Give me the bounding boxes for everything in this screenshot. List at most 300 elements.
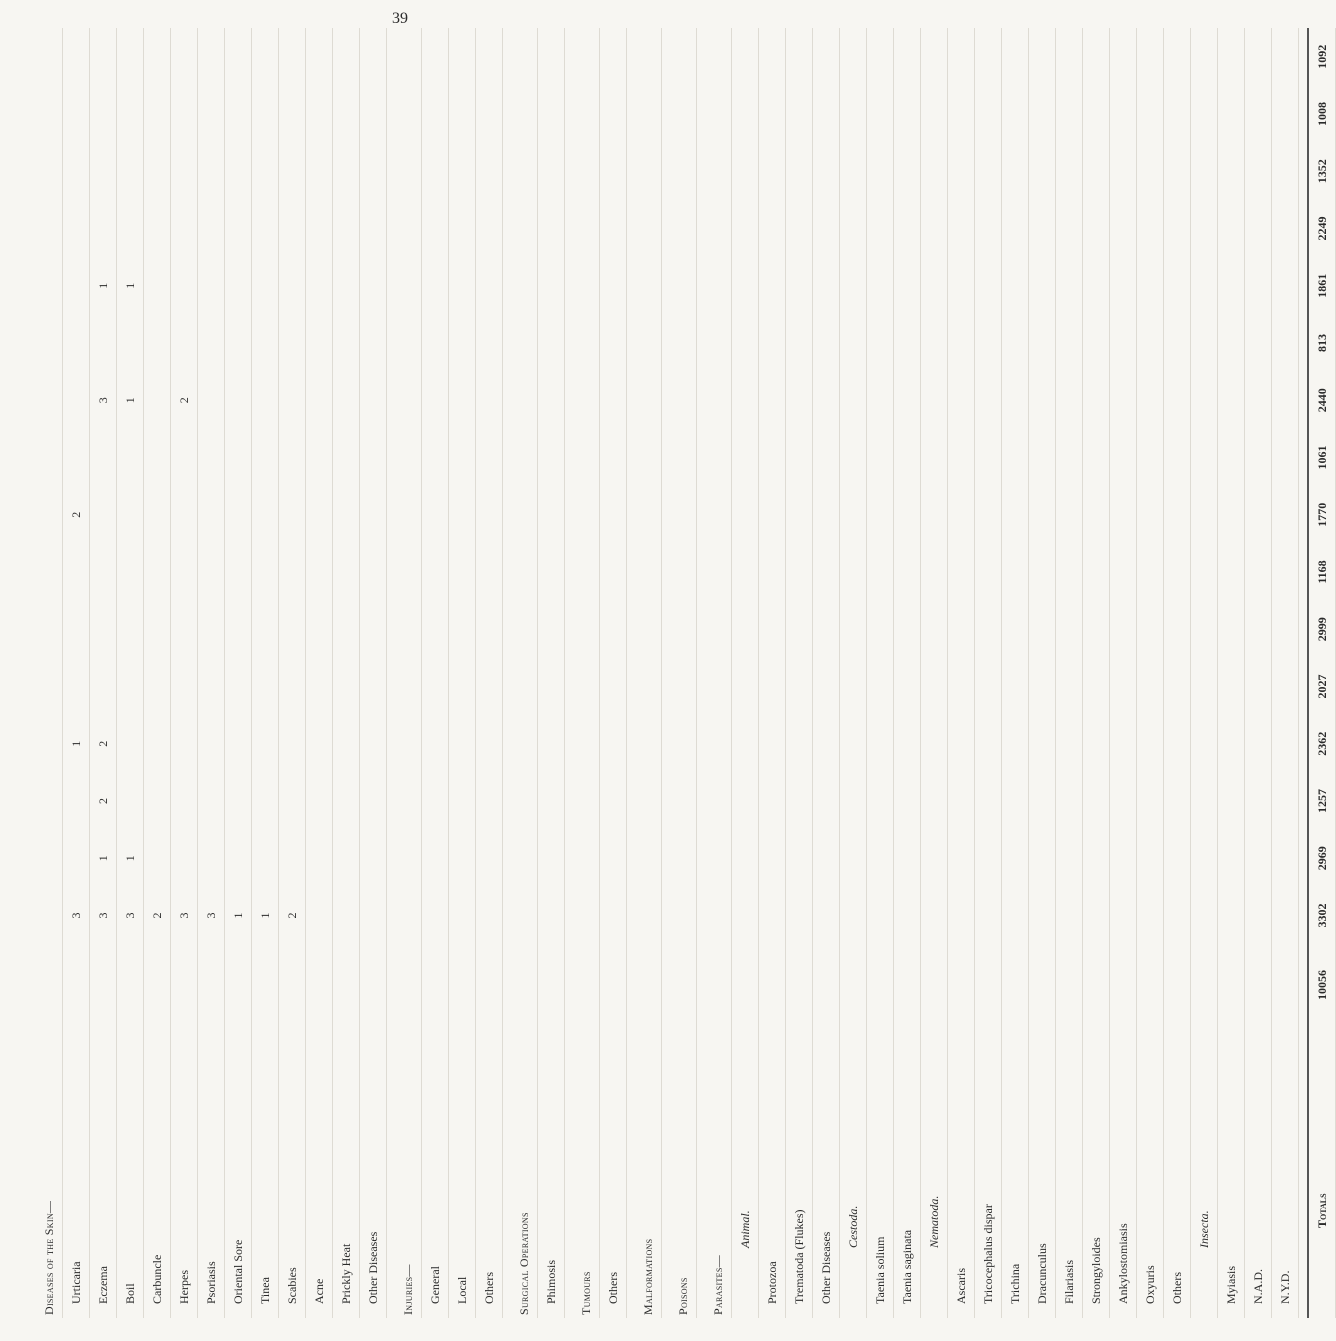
row-label: Ankylostomiasis	[1110, 1026, 1137, 1318]
table-cell	[867, 543, 894, 600]
table-cell	[279, 429, 306, 486]
table-cell	[1137, 85, 1164, 142]
table-cell	[948, 887, 975, 944]
table-cell	[476, 314, 503, 371]
table-cell: 1	[63, 715, 90, 772]
table-cell	[975, 372, 1002, 429]
table-cell	[538, 830, 565, 887]
table-cell: 2440	[1308, 372, 1336, 429]
table-cell	[333, 372, 360, 429]
table-cell: 3	[198, 887, 225, 944]
table-cell: 2027	[1308, 658, 1336, 715]
table-cell	[732, 143, 759, 200]
table-cell	[171, 429, 198, 486]
table-cell	[786, 143, 813, 200]
row-label: Insecta.	[1191, 1026, 1218, 1318]
table-cell	[117, 429, 144, 486]
table-cell	[279, 772, 306, 829]
table-cell	[63, 200, 90, 257]
table-cell	[198, 772, 225, 829]
table-cell	[198, 28, 225, 85]
table-cell	[306, 372, 333, 429]
table-cell	[1191, 28, 1218, 85]
table-cell	[1164, 314, 1191, 371]
table-cell	[948, 143, 975, 200]
table-cell	[1110, 372, 1137, 429]
table-cell	[538, 143, 565, 200]
table-cell	[333, 28, 360, 85]
table-cell	[1137, 830, 1164, 887]
group-heading-row	[36, 28, 63, 1318]
table-cell	[705, 85, 732, 142]
table-cell	[449, 601, 476, 658]
table-cell	[1245, 601, 1272, 658]
table-cell	[573, 486, 600, 543]
table-cell	[1272, 372, 1299, 429]
table-cell	[600, 601, 627, 658]
table-cell	[395, 85, 422, 142]
table-cell	[894, 486, 921, 543]
table-cell	[813, 372, 840, 429]
table-cell: 2	[171, 372, 198, 429]
table-cell	[1272, 486, 1299, 543]
table-cell	[732, 601, 759, 658]
table-cell	[786, 715, 813, 772]
table-cell	[476, 372, 503, 429]
table-cell	[867, 715, 894, 772]
table-cell	[1029, 85, 1056, 142]
table-cell	[333, 257, 360, 314]
table-cell	[948, 372, 975, 429]
table-cell	[449, 85, 476, 142]
table-cell	[144, 772, 171, 829]
subgroup-heading-row	[840, 28, 867, 1318]
row-total	[476, 944, 503, 1026]
table-cell	[1002, 314, 1029, 371]
table-cell	[90, 28, 117, 85]
table-cell	[511, 486, 538, 543]
row-label: Trematoda (Flukes)	[786, 1026, 813, 1318]
table-row	[449, 28, 476, 1318]
table-cell	[279, 543, 306, 600]
table-cell	[395, 601, 422, 658]
table-cell	[476, 429, 503, 486]
table-cell	[360, 372, 387, 429]
table-cell	[1083, 887, 1110, 944]
group-heading-row	[670, 28, 697, 1318]
table-cell	[198, 143, 225, 200]
table-cell	[171, 85, 198, 142]
row-total	[1218, 944, 1245, 1026]
table-cell	[306, 28, 333, 85]
spacer-row	[565, 28, 574, 1318]
table-cell	[975, 658, 1002, 715]
table-cell	[333, 85, 360, 142]
table-cell: 813	[1308, 314, 1336, 371]
table-cell	[813, 143, 840, 200]
table-cell	[395, 143, 422, 200]
table-row	[1056, 28, 1083, 1318]
table-cell	[306, 601, 333, 658]
table-cell: 1	[225, 887, 252, 944]
table-cell	[63, 658, 90, 715]
table-cell	[1218, 429, 1245, 486]
table-cell	[921, 486, 948, 543]
table-cell	[786, 486, 813, 543]
row-total	[573, 944, 600, 1026]
table-cell	[786, 887, 813, 944]
table-cell	[1029, 429, 1056, 486]
table-cell	[975, 314, 1002, 371]
table-cell	[306, 200, 333, 257]
table-cell	[840, 28, 867, 85]
table-cell	[670, 887, 697, 944]
table-cell	[1164, 887, 1191, 944]
table-cell	[1137, 372, 1164, 429]
table-cell	[422, 486, 449, 543]
table-row	[1083, 28, 1110, 1318]
table-cell	[360, 200, 387, 257]
table-cell	[1083, 830, 1110, 887]
table-cell	[36, 658, 63, 715]
table-cell	[867, 601, 894, 658]
row-total	[1191, 944, 1218, 1026]
table-cell	[813, 257, 840, 314]
table-row	[1218, 28, 1245, 1318]
table-cell: 1770	[1308, 486, 1336, 543]
table-cell	[333, 658, 360, 715]
table-cell	[1245, 772, 1272, 829]
table-cell	[225, 143, 252, 200]
table-cell	[449, 372, 476, 429]
table-cell	[90, 200, 117, 257]
table-cell	[422, 429, 449, 486]
table-cell	[1245, 314, 1272, 371]
table-cell	[198, 200, 225, 257]
row-total	[360, 944, 387, 1026]
table-cell	[333, 772, 360, 829]
row-total	[840, 944, 867, 1026]
table-cell	[1002, 772, 1029, 829]
table-cell	[476, 601, 503, 658]
table-cell	[225, 715, 252, 772]
table-cell	[813, 601, 840, 658]
row-total	[1029, 944, 1056, 1026]
table-cell	[422, 257, 449, 314]
table-cell	[198, 715, 225, 772]
table-cell	[144, 143, 171, 200]
table-cell	[117, 85, 144, 142]
table-cell	[975, 772, 1002, 829]
table-cell	[252, 28, 279, 85]
row-label: Dracunculus	[1029, 1026, 1056, 1318]
table-cell	[1218, 28, 1245, 85]
table-cell	[511, 658, 538, 715]
table-cell	[635, 772, 662, 829]
table-cell	[813, 830, 840, 887]
table-cell	[1191, 658, 1218, 715]
table-cell	[705, 601, 732, 658]
table-cell	[1110, 257, 1137, 314]
row-total: 10056	[1308, 944, 1336, 1026]
table-cell	[921, 772, 948, 829]
table-cell	[867, 830, 894, 887]
table-cell	[1083, 200, 1110, 257]
table-cell	[813, 314, 840, 371]
table-cell	[1218, 772, 1245, 829]
table-cell	[813, 543, 840, 600]
table-cell	[1137, 314, 1164, 371]
table-cell	[600, 830, 627, 887]
table-cell	[1245, 658, 1272, 715]
table-cell	[635, 257, 662, 314]
table-cell	[732, 85, 759, 142]
table-cell	[395, 543, 422, 600]
row-total	[63, 944, 90, 1026]
table-cell	[476, 887, 503, 944]
table-cell	[279, 372, 306, 429]
table-cell	[117, 658, 144, 715]
table-cell	[279, 715, 306, 772]
table-cell	[1191, 314, 1218, 371]
row-label: Herpes	[171, 1026, 198, 1318]
table-cell	[1272, 543, 1299, 600]
table-cell	[538, 85, 565, 142]
table-cell	[1245, 830, 1272, 887]
table-cell: 1061	[1308, 429, 1336, 486]
table-cell	[1056, 314, 1083, 371]
table-cell	[279, 257, 306, 314]
table-cell	[225, 601, 252, 658]
table-cell	[670, 601, 697, 658]
table-cell	[476, 486, 503, 543]
table-cell	[1110, 772, 1137, 829]
table-cell	[670, 486, 697, 543]
table-cell	[813, 715, 840, 772]
table-cell	[894, 543, 921, 600]
table-cell	[198, 257, 225, 314]
table-cell	[635, 658, 662, 715]
table-cell	[948, 257, 975, 314]
table-cell	[670, 28, 697, 85]
table-cell	[279, 314, 306, 371]
table-cell	[1272, 429, 1299, 486]
table-cell	[705, 715, 732, 772]
table-cell	[948, 429, 975, 486]
table-cell: 2	[90, 715, 117, 772]
row-label: Animal.	[732, 1026, 759, 1318]
table-cell	[600, 200, 627, 257]
table-row	[360, 28, 387, 1318]
table-cell	[813, 85, 840, 142]
table-cell	[1191, 715, 1218, 772]
table-cell	[360, 601, 387, 658]
table-row	[948, 28, 975, 1318]
spacer-row	[697, 28, 706, 1318]
table-cell	[1272, 85, 1299, 142]
table-cell	[333, 601, 360, 658]
table-cell	[1083, 601, 1110, 658]
table-row	[225, 28, 252, 1318]
table-cell	[921, 257, 948, 314]
table-cell	[759, 772, 786, 829]
table-cell	[705, 257, 732, 314]
table-cell: 3302	[1308, 887, 1336, 944]
row-total	[36, 944, 63, 1026]
row-label: Nematoda.	[921, 1026, 948, 1318]
table-cell	[36, 772, 63, 829]
row-label: Ascaris	[948, 1026, 975, 1318]
table-cell	[36, 715, 63, 772]
row-total	[395, 944, 422, 1026]
table-cell	[90, 601, 117, 658]
table-cell	[759, 314, 786, 371]
table-cell	[1083, 543, 1110, 600]
table-cell	[1218, 200, 1245, 257]
table-cell	[225, 658, 252, 715]
spacer-row	[627, 28, 636, 1318]
table-cell	[1002, 257, 1029, 314]
table-cell	[759, 486, 786, 543]
table-cell	[813, 200, 840, 257]
table-cell	[1191, 143, 1218, 200]
spacer-cell	[662, 28, 671, 1318]
row-label: Tumours	[573, 1026, 600, 1318]
table-cell	[1110, 887, 1137, 944]
table-cell	[705, 658, 732, 715]
row-label: Others	[600, 1026, 627, 1318]
table-cell	[449, 830, 476, 887]
table-cell	[1029, 257, 1056, 314]
row-label: Diseases of the Skin—	[36, 1026, 63, 1318]
table-cell	[600, 28, 627, 85]
table-cell	[840, 772, 867, 829]
table-cell	[333, 200, 360, 257]
table-cell	[395, 28, 422, 85]
table-cell	[732, 543, 759, 600]
table-cell	[252, 429, 279, 486]
table-cell	[117, 200, 144, 257]
table-cell	[635, 429, 662, 486]
table-cell	[144, 429, 171, 486]
row-total	[225, 944, 252, 1026]
table-cell	[1164, 543, 1191, 600]
table-cell	[670, 257, 697, 314]
table-cell	[1002, 200, 1029, 257]
row-label: Myiasis	[1218, 1026, 1245, 1318]
table-cell	[867, 200, 894, 257]
table-cell	[360, 772, 387, 829]
table-cell: 1	[90, 257, 117, 314]
table-row	[1029, 28, 1056, 1318]
row-label: Malformations	[635, 1026, 662, 1318]
table-cell	[422, 28, 449, 85]
table-cell	[1137, 543, 1164, 600]
table-cell: 2	[279, 887, 306, 944]
table-cell: 2969	[1308, 830, 1336, 887]
row-total	[635, 944, 662, 1026]
table-cell	[476, 28, 503, 85]
table-cell	[635, 372, 662, 429]
table-cell	[171, 543, 198, 600]
rotated-statistics-table	[36, 28, 1329, 1318]
table-cell	[144, 200, 171, 257]
table-cell	[63, 28, 90, 85]
table-cell	[1110, 28, 1137, 85]
table-cell	[1137, 601, 1164, 658]
table-cell	[894, 372, 921, 429]
table-cell	[759, 601, 786, 658]
table-cell	[635, 715, 662, 772]
table-cell	[1191, 601, 1218, 658]
spacer-cell	[627, 28, 636, 1318]
table-cell	[573, 772, 600, 829]
table-cell	[1029, 658, 1056, 715]
table-cell	[867, 257, 894, 314]
table-cell	[635, 200, 662, 257]
table-cell	[422, 658, 449, 715]
table-cell	[921, 200, 948, 257]
table-cell	[360, 543, 387, 600]
group-heading-row	[511, 28, 538, 1318]
table-cell	[395, 257, 422, 314]
table-cell	[36, 372, 63, 429]
table-cell	[600, 887, 627, 944]
table-cell	[948, 200, 975, 257]
table-cell	[1056, 830, 1083, 887]
table-cell	[670, 429, 697, 486]
row-total	[894, 944, 921, 1026]
table-cell	[1137, 658, 1164, 715]
table-cell	[705, 200, 732, 257]
row-total	[422, 944, 449, 1026]
table-cell	[395, 772, 422, 829]
row-total	[90, 944, 117, 1026]
table-cell	[198, 543, 225, 600]
table-cell	[225, 200, 252, 257]
table-cell	[635, 28, 662, 85]
table-cell	[948, 486, 975, 543]
table-cell	[395, 715, 422, 772]
page-number: 39	[392, 10, 408, 27]
table-cell	[1218, 486, 1245, 543]
table-cell	[573, 830, 600, 887]
table-cell	[360, 257, 387, 314]
table-cell	[732, 658, 759, 715]
table-cell	[225, 830, 252, 887]
table-cell	[511, 85, 538, 142]
row-label: Phimosis	[538, 1026, 565, 1318]
row-total	[333, 944, 360, 1026]
table-cell	[252, 772, 279, 829]
table-cell	[670, 772, 697, 829]
table-cell	[1110, 143, 1137, 200]
table-cell	[1218, 830, 1245, 887]
table-cell	[63, 601, 90, 658]
table-cell	[840, 887, 867, 944]
table-cell	[894, 28, 921, 85]
row-label: General	[422, 1026, 449, 1318]
table-cell	[670, 830, 697, 887]
table-cell	[840, 257, 867, 314]
table-cell	[1029, 143, 1056, 200]
table-cell	[333, 830, 360, 887]
table-cell	[1110, 830, 1137, 887]
table-cell	[921, 601, 948, 658]
table-cell	[144, 372, 171, 429]
table-cell	[144, 830, 171, 887]
table-cell	[511, 772, 538, 829]
